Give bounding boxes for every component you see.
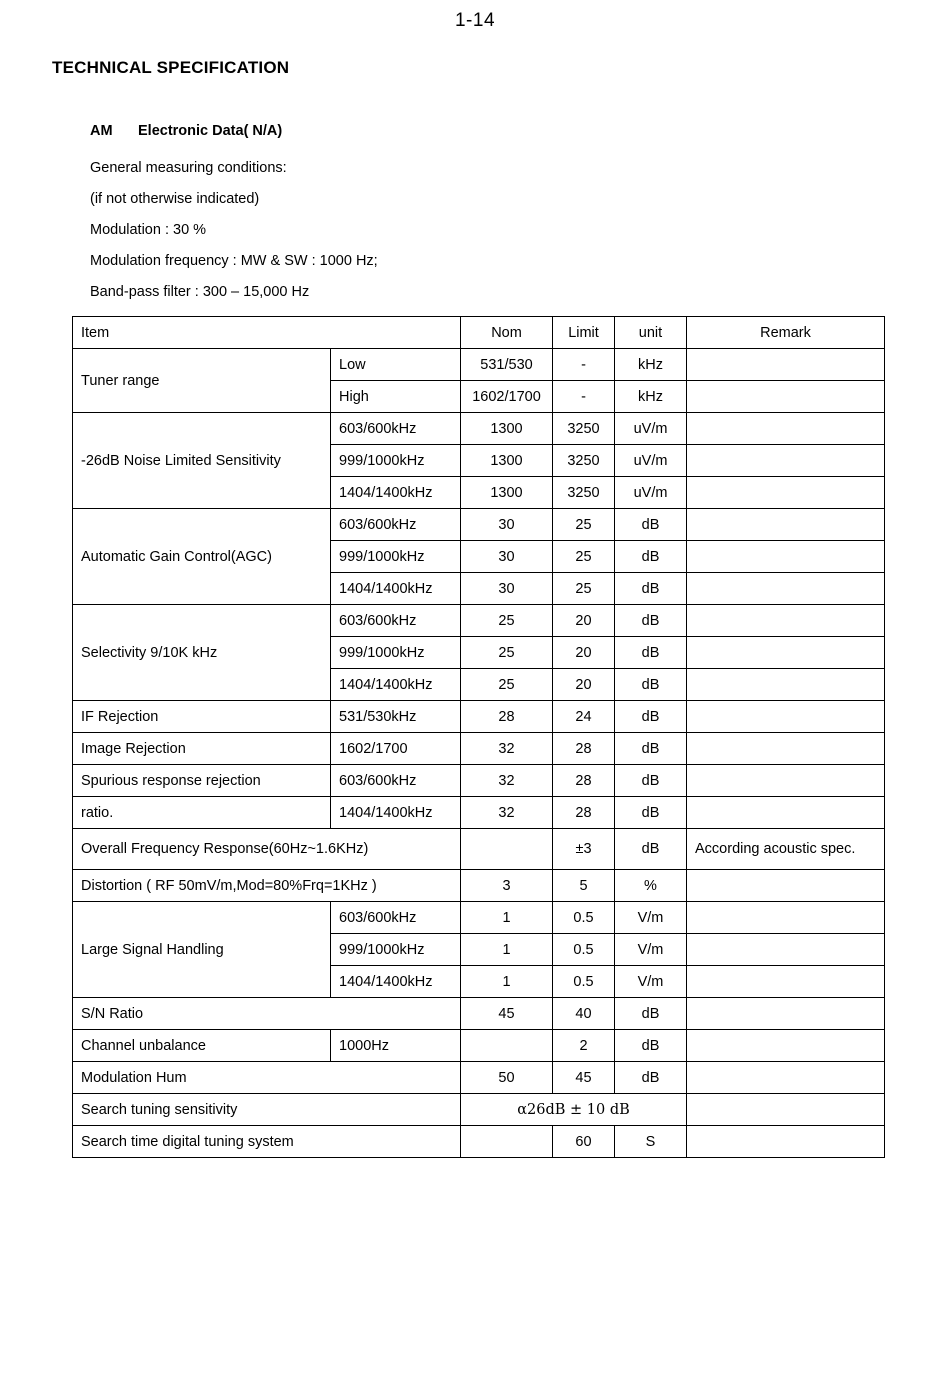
intro-line: (if not otherwise indicated)	[90, 191, 260, 207]
row-condition: High	[331, 381, 461, 413]
row-limit: 45	[553, 1062, 615, 1094]
table-row	[73, 509, 885, 541]
table-row	[73, 829, 885, 870]
row-nom	[461, 1126, 553, 1158]
table-row	[73, 902, 885, 934]
row-nom: 1602/1700	[461, 381, 553, 413]
am-label: AM	[90, 123, 113, 139]
table-row	[73, 1126, 885, 1158]
row-item-label: Spurious response rejection	[73, 765, 331, 797]
page-number: 1-14	[454, 10, 496, 31]
row-limit: 5	[553, 870, 615, 902]
row-condition: 1602/1700	[331, 733, 461, 765]
row-unit: dB	[615, 998, 687, 1030]
row-nom: 1	[461, 966, 553, 998]
row-condition: 603/600kHz	[331, 413, 461, 445]
row-limit: 3250	[553, 445, 615, 477]
intro-line: Band-pass filter : 300 – 15,000 Hz	[90, 284, 310, 300]
row-remark	[687, 733, 885, 765]
row-limit: 28	[553, 733, 615, 765]
row-nom: 32	[461, 765, 553, 797]
row-limit: 3250	[553, 477, 615, 509]
table-row	[73, 605, 885, 637]
row-remark	[687, 998, 885, 1030]
row-remark	[687, 765, 885, 797]
row-item-label: -26dB Noise Limited Sensitivity	[73, 413, 331, 509]
row-limit: 28	[553, 765, 615, 797]
row-unit: dB	[615, 1030, 687, 1062]
row-unit: dB	[615, 733, 687, 765]
row-item-label: Distortion ( RF 50mV/m,Mod=80%Frq=1KHz )	[73, 870, 461, 902]
am-heading	[90, 116, 950, 147]
row-remark	[687, 637, 885, 669]
row-remark	[687, 1030, 885, 1062]
row-nom: 28	[461, 701, 553, 733]
column-header-remark: Remark	[687, 317, 885, 349]
row-remark	[687, 1062, 885, 1094]
row-remark	[687, 381, 885, 413]
row-remark	[687, 797, 885, 829]
row-remark	[687, 445, 885, 477]
row-item-label: Overall Frequency Response(60Hz~1.6KHz)	[73, 829, 461, 870]
row-condition: 1404/1400kHz	[331, 797, 461, 829]
row-unit: V/m	[615, 966, 687, 998]
row-unit: kHz	[615, 381, 687, 413]
table-row	[73, 797, 885, 829]
row-nom: 531/530	[461, 349, 553, 381]
page-title: TECHNICAL SPECIFICATION	[52, 58, 290, 77]
row-item-label: Search tuning sensitivity	[73, 1094, 461, 1126]
am-title: Electronic Data( N/A)	[138, 123, 283, 139]
row-condition: 603/600kHz	[331, 765, 461, 797]
row-remark	[687, 573, 885, 605]
row-item-label: Tuner range	[73, 349, 331, 413]
column-header-unit: unit	[615, 317, 687, 349]
row-merged-value: α26dB ± 10 dB	[461, 1094, 687, 1126]
row-limit: 25	[553, 509, 615, 541]
row-remark	[687, 413, 885, 445]
row-remark	[687, 541, 885, 573]
row-item-label: Image Rejection	[73, 733, 331, 765]
row-remark	[687, 701, 885, 733]
row-limit: 20	[553, 637, 615, 669]
row-unit: dB	[615, 797, 687, 829]
row-condition: 999/1000kHz	[331, 934, 461, 966]
row-nom: 30	[461, 573, 553, 605]
row-limit: 20	[553, 669, 615, 701]
table-row	[73, 349, 885, 381]
row-condition: 603/600kHz	[331, 902, 461, 934]
row-limit: 0.5	[553, 934, 615, 966]
row-condition: 1404/1400kHz	[331, 477, 461, 509]
row-item-label: Modulation Hum	[73, 1062, 461, 1094]
row-nom	[461, 1030, 553, 1062]
row-unit: uV/m	[615, 413, 687, 445]
row-remark	[687, 477, 885, 509]
row-unit: dB	[615, 765, 687, 797]
row-unit: dB	[615, 701, 687, 733]
row-unit: uV/m	[615, 445, 687, 477]
row-limit: 3250	[553, 413, 615, 445]
row-limit: 0.5	[553, 902, 615, 934]
row-limit: ±3	[553, 829, 615, 870]
table-row	[73, 765, 885, 797]
row-nom: 25	[461, 637, 553, 669]
intro-line: General measuring conditions:	[90, 160, 287, 176]
row-unit: V/m	[615, 934, 687, 966]
row-remark	[687, 966, 885, 998]
intro-line: Modulation frequency : MW & SW : 1000 Hz;	[90, 253, 378, 269]
row-remark	[687, 605, 885, 637]
row-limit: 28	[553, 797, 615, 829]
row-limit: 25	[553, 573, 615, 605]
row-limit: 40	[553, 998, 615, 1030]
row-nom: 25	[461, 669, 553, 701]
row-unit: dB	[615, 509, 687, 541]
row-limit: 24	[553, 701, 615, 733]
row-condition: 999/1000kHz	[331, 637, 461, 669]
row-condition: Low	[331, 349, 461, 381]
row-unit: S	[615, 1126, 687, 1158]
row-limit: 20	[553, 605, 615, 637]
row-nom: 50	[461, 1062, 553, 1094]
row-condition: 1404/1400kHz	[331, 573, 461, 605]
row-nom: 30	[461, 509, 553, 541]
column-header-limit: Limit	[553, 317, 615, 349]
table-row	[73, 870, 885, 902]
intro-block	[90, 116, 950, 308]
table-row	[73, 413, 885, 445]
row-nom: 45	[461, 998, 553, 1030]
row-condition: 531/530kHz	[331, 701, 461, 733]
row-item-label: Automatic Gain Control(AGC)	[73, 509, 331, 605]
row-unit: V/m	[615, 902, 687, 934]
row-remark	[687, 1094, 885, 1126]
row-limit: 0.5	[553, 966, 615, 998]
row-nom: 1	[461, 934, 553, 966]
row-limit: 2	[553, 1030, 615, 1062]
row-unit: dB	[615, 605, 687, 637]
row-unit: kHz	[615, 349, 687, 381]
row-remark: According acoustic spec.	[687, 829, 885, 870]
row-nom: 32	[461, 797, 553, 829]
row-unit: dB	[615, 829, 687, 870]
row-nom: 1	[461, 902, 553, 934]
row-nom: 1300	[461, 477, 553, 509]
row-item-label: Channel unbalance	[73, 1030, 331, 1062]
table-row	[73, 998, 885, 1030]
row-item-label: IF Rejection	[73, 701, 331, 733]
row-nom: 32	[461, 733, 553, 765]
row-condition: 1404/1400kHz	[331, 669, 461, 701]
row-limit: 60	[553, 1126, 615, 1158]
row-remark	[687, 669, 885, 701]
row-limit: -	[553, 349, 615, 381]
column-header-item: Item	[73, 317, 461, 349]
row-unit: dB	[615, 669, 687, 701]
row-nom: 25	[461, 605, 553, 637]
row-remark	[687, 934, 885, 966]
row-item-label: S/N Ratio	[73, 998, 461, 1030]
row-item-label: Large Signal Handling	[73, 902, 331, 998]
row-nom: 1300	[461, 445, 553, 477]
row-unit: %	[615, 870, 687, 902]
row-condition: 603/600kHz	[331, 509, 461, 541]
row-condition: 999/1000kHz	[331, 445, 461, 477]
row-condition: 1000Hz	[331, 1030, 461, 1062]
specification-table	[72, 316, 885, 1158]
row-remark	[687, 902, 885, 934]
row-unit: dB	[615, 573, 687, 605]
row-nom	[461, 829, 553, 870]
intro-line: Modulation : 30 %	[90, 222, 207, 238]
row-condition: 603/600kHz	[331, 605, 461, 637]
column-header-nom: Nom	[461, 317, 553, 349]
row-remark	[687, 349, 885, 381]
table-row	[73, 733, 885, 765]
row-item-label: Selectivity 9/10K kHz	[73, 605, 331, 701]
row-nom: 30	[461, 541, 553, 573]
row-remark	[687, 509, 885, 541]
row-remark	[687, 870, 885, 902]
document-page	[0, 10, 950, 1380]
table-row	[73, 1062, 885, 1094]
table-row	[73, 1094, 885, 1126]
table-row	[73, 1030, 885, 1062]
row-unit: dB	[615, 1062, 687, 1094]
row-nom: 3	[461, 870, 553, 902]
row-item-label: Search time digital tuning system	[73, 1126, 461, 1158]
table-header-row	[73, 317, 885, 349]
row-unit: dB	[615, 541, 687, 573]
row-remark	[687, 1126, 885, 1158]
table-row	[73, 701, 885, 733]
row-condition: 999/1000kHz	[331, 541, 461, 573]
row-unit: dB	[615, 637, 687, 669]
row-unit: uV/m	[615, 477, 687, 509]
row-limit: -	[553, 381, 615, 413]
row-limit: 25	[553, 541, 615, 573]
row-item-label: ratio.	[73, 797, 331, 829]
row-condition: 1404/1400kHz	[331, 966, 461, 998]
row-nom: 1300	[461, 413, 553, 445]
